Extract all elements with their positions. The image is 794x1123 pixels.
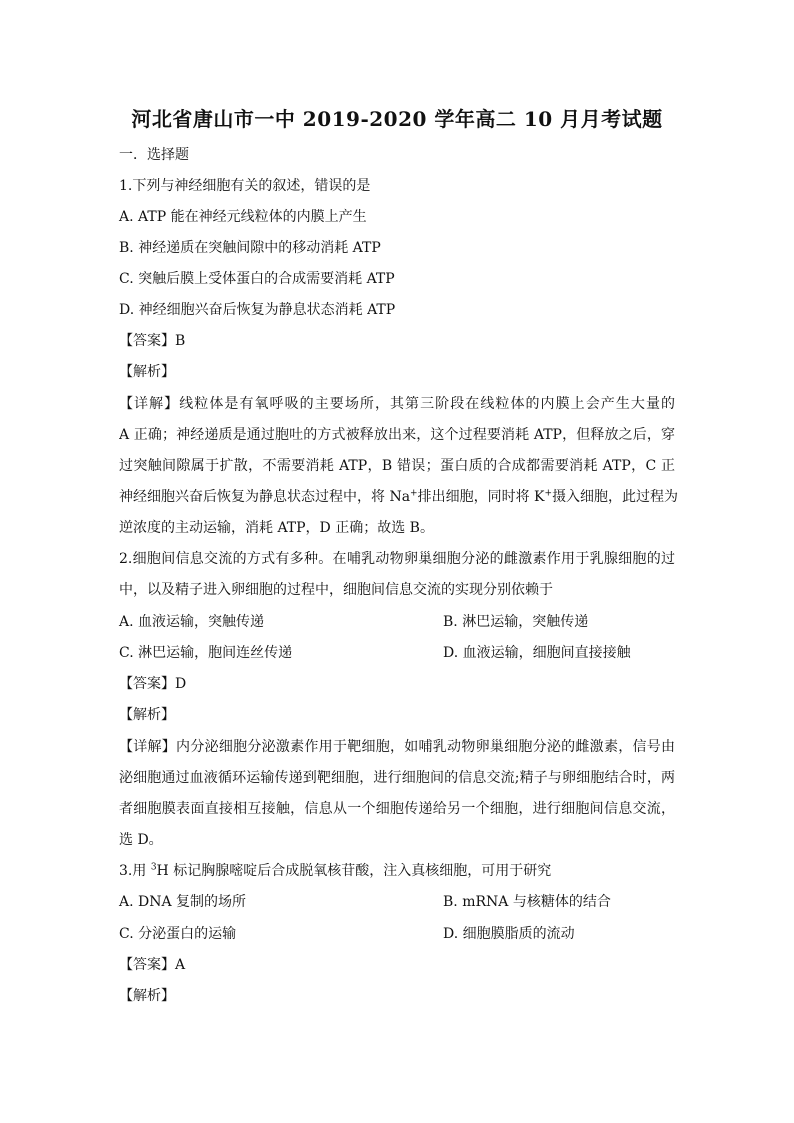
q1-option-b: B. 神经递质在突触间隙中的移动消耗 ATP	[119, 240, 381, 256]
q3-option-b: B. mRNA 与核糖体的结合	[443, 894, 611, 910]
q1-option-a: A. ATP 能在神经元线粒体的内膜上产生	[119, 209, 367, 225]
q2-answer: 【答案】D	[119, 676, 187, 692]
q1-answer: 【答案】B	[119, 333, 186, 349]
q1-detail-line-2: A 正确；神经递质是通过胞吐的方式被释放出来，这个过程要消耗 ATP，但释放之后，穿	[119, 427, 675, 443]
document-title: 河北省唐山市一中 2019-2020 学年高二 10 月月考试题	[131, 107, 663, 131]
q1-analysis-label: 【解析】	[119, 364, 175, 380]
q2-detail-line-2: 泌细胞通过血液循环运输传递到靶细胞，进行细胞间的信息交流;精子与卵细胞结合时，两	[119, 770, 675, 786]
q2-option-c: C. 淋巴运输，胞间连丝传递	[119, 645, 293, 661]
q2-option-b: B. 淋巴运输，突触传递	[443, 614, 589, 630]
q1-detail-l4-part-b: 排出细胞，同时将 K	[417, 489, 545, 505]
q1-detail-line-5: 逆浓度的主动运输，消耗 ATP，D 正确；故选 B。	[119, 520, 434, 536]
q2-analysis-label: 【解析】	[119, 707, 175, 723]
isotope-mass-number: 3	[150, 862, 157, 873]
q2-stem-line-1: 2.细胞间信息交流的方式有多种。在哺乳动物卵巢细胞分泌的雌激素作用于乳腺细胞的过	[119, 551, 675, 567]
q2-detail-line-1: 【详解】内分泌细胞分泌激素作用于靶细胞，如哺乳动物卵巢细胞分泌的雌激素，信号由	[119, 739, 675, 755]
q1-stem: 1.下列与神经细胞有关的叙述，错误的是	[119, 178, 371, 194]
q2-option-d: D. 血液运输，细胞间直接接触	[443, 645, 631, 661]
q1-option-d: D. 神经细胞兴奋后恢复为静息状态消耗 ATP	[119, 302, 396, 318]
q2-detail-line-3: 者细胞膜表面直接相互接触，信息从一个细胞传递给另一个细胞，进行细胞间信息交流，	[119, 801, 675, 817]
q1-detail-l4-part-c: 摄入细胞，此过程为	[552, 489, 679, 505]
na-charge: +	[410, 488, 418, 499]
q1-detail-line-4	[119, 487, 678, 507]
q3-stem-rest: H 标记胸腺嘧啶后合成脱氧核苷酸，注入真核细胞，可用于研究	[156, 863, 552, 879]
q3-stem-prefix: 3.用	[119, 863, 151, 879]
q2-option-a: A. 血液运输，突触传递	[119, 614, 265, 630]
q3-stem	[119, 861, 551, 881]
q2-detail-line-4: 选 D。	[119, 832, 163, 848]
k-charge: +	[544, 488, 553, 499]
q2-stem-line-2: 中，以及精子进入卵细胞的过程中，细胞间信息交流的实现分别依赖于	[119, 582, 553, 598]
q3-answer: 【答案】A	[119, 957, 186, 973]
q3-option-a: A. DNA 复制的场所	[119, 894, 247, 910]
q1-detail-line-1: 【详解】线粒体是有氧呼吸的主要场所，其第三阶段在线粒体的内膜上会产生大量的	[119, 396, 675, 412]
q3-option-d: D. 细胞膜脂质的流动	[443, 926, 575, 942]
q1-detail-line-3: 过突触间隙属于扩散，不需要消耗 ATP，B 错误；蛋白质的合成都需要消耗 ATP，C 正	[119, 458, 675, 474]
q1-option-c: C. 突触后膜上受体蛋白的合成需要消耗 ATP	[119, 271, 395, 287]
q1-detail-l4-part-a: 神经细胞兴奋后恢复为静息状态过程中，将 Na	[119, 489, 411, 505]
q3-analysis-label: 【解析】	[119, 988, 175, 1004]
section-heading: 一．选择题	[119, 147, 189, 163]
q3-option-c: C. 分泌蛋白的运输	[119, 926, 237, 942]
